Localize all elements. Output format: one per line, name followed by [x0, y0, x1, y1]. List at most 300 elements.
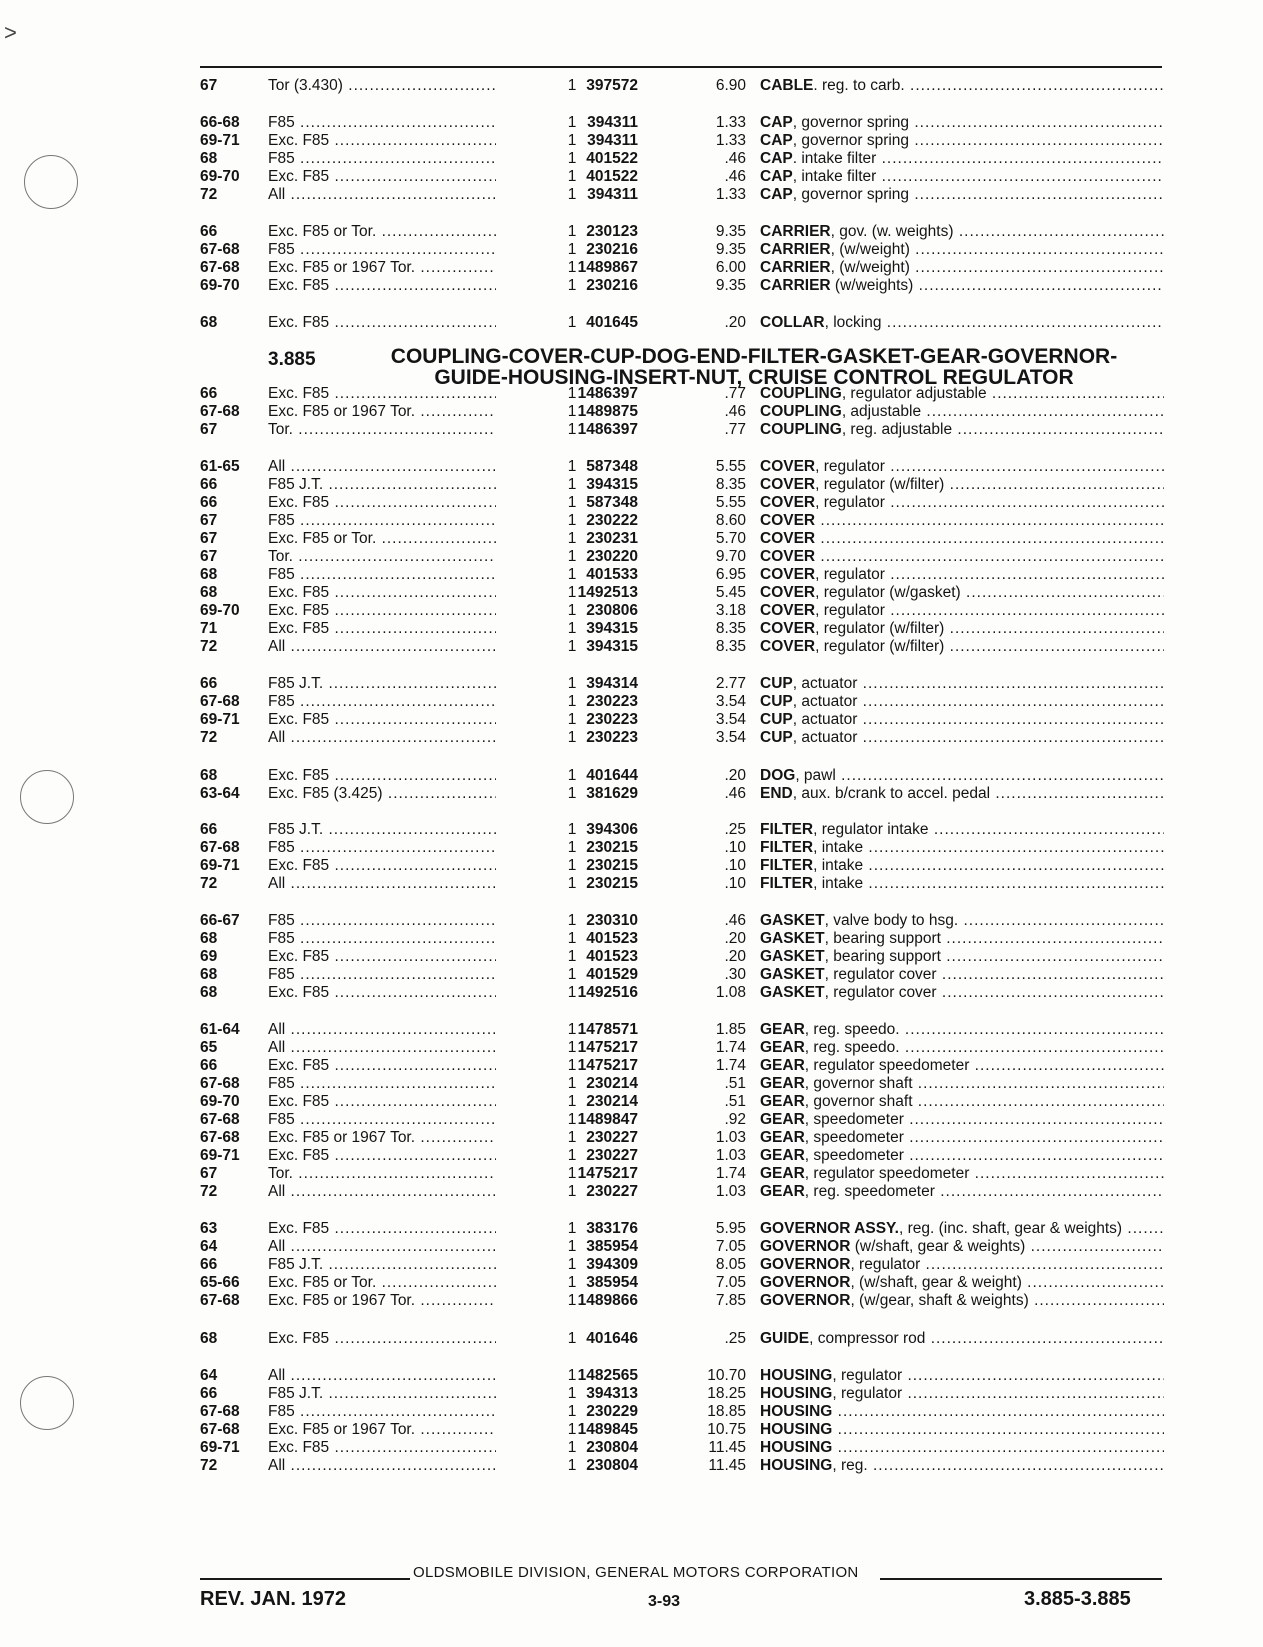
- part-name: CARRIER: [760, 277, 831, 294]
- model-text: F85: [268, 566, 295, 583]
- quantity: 1: [567, 875, 577, 892]
- description: [760, 529, 1164, 548]
- description: [760, 1255, 1164, 1274]
- table-row: [200, 583, 1162, 602]
- table-row: [200, 529, 1162, 548]
- table-row: [200, 313, 1162, 332]
- price: 5.70: [715, 530, 746, 547]
- part-name: COVER: [760, 584, 816, 601]
- section-number: 3.885: [268, 349, 316, 370]
- part-detail: , governor shaft: [804, 1093, 913, 1110]
- description: [760, 674, 1164, 693]
- part-number: 230222: [496, 511, 638, 530]
- table-row: [200, 911, 1162, 930]
- model: [268, 313, 496, 332]
- model: [268, 583, 496, 602]
- price: .46: [724, 168, 746, 185]
- model-text: F85: [268, 912, 295, 929]
- year-range: 71: [200, 620, 218, 637]
- part-number: 383176: [496, 1219, 638, 1238]
- model-text: Exc. F85: [268, 168, 330, 185]
- model-text: All: [268, 638, 286, 655]
- part-number: 1489875: [496, 402, 638, 421]
- model: [268, 240, 496, 259]
- model-text: Exc. F85 or 1967 Tor.: [268, 1421, 416, 1438]
- price: 18.25: [707, 1385, 746, 1402]
- model: [268, 1456, 496, 1475]
- table-row: [200, 784, 1162, 803]
- model: [268, 76, 496, 95]
- quantity: 1: [567, 1165, 577, 1182]
- model-text: Exc. F85: [268, 1220, 330, 1237]
- table-row: [200, 76, 1162, 95]
- table-row: [200, 766, 1162, 785]
- year-range: 67-68: [200, 403, 240, 420]
- part-name: GOVERNOR: [760, 1274, 851, 1291]
- model-text: F85: [268, 241, 295, 258]
- model: [268, 420, 496, 439]
- year-range: 67-68: [200, 839, 240, 856]
- price: 7.85: [715, 1292, 746, 1309]
- description: [760, 1056, 1164, 1075]
- quantity: 1: [567, 1129, 577, 1146]
- table-row: [200, 1384, 1162, 1403]
- model: [268, 511, 496, 530]
- description: [760, 710, 1164, 729]
- table-row: [200, 457, 1162, 476]
- part-detail: , aux. b/crank to accel. pedal: [792, 785, 991, 802]
- table-row: [200, 1273, 1162, 1292]
- part-number: 394311: [496, 113, 638, 132]
- price: .20: [724, 930, 746, 947]
- model: [268, 276, 496, 295]
- part-detail: , regulator: [850, 1256, 921, 1273]
- description: [760, 619, 1164, 638]
- year-range: 67-68: [200, 1111, 240, 1128]
- quantity: 1: [567, 711, 577, 728]
- quantity: 1: [567, 1075, 577, 1092]
- quantity: 1: [567, 548, 577, 565]
- part-number: 230215: [496, 874, 638, 893]
- model: [268, 1273, 496, 1292]
- part-name: FILTER: [760, 857, 814, 874]
- part-name: COUPLING: [760, 385, 842, 402]
- description: [760, 1092, 1164, 1111]
- table-row: [200, 258, 1162, 277]
- table-row: [200, 1219, 1162, 1238]
- description: [760, 276, 1164, 295]
- price: 9.35: [715, 241, 746, 258]
- price: 6.00: [715, 259, 746, 276]
- table-row: [200, 276, 1162, 295]
- model-text: F85 J.T.: [268, 476, 324, 493]
- description: [760, 1182, 1164, 1201]
- part-detail: , regulator: [815, 602, 885, 619]
- quantity: 1: [567, 77, 577, 94]
- part-detail: , regulator (w/gasket): [815, 584, 961, 601]
- model: [268, 1291, 496, 1310]
- price: 3.54: [715, 693, 746, 710]
- model: [268, 222, 496, 241]
- part-name: COVER: [760, 530, 816, 547]
- price: 1.08: [715, 984, 746, 1001]
- model: [268, 529, 496, 548]
- year-range: 63: [200, 1220, 218, 1237]
- model: [268, 167, 496, 186]
- quantity: 1: [567, 767, 577, 784]
- part-number: 230223: [496, 692, 638, 711]
- part-detail: , regulator (w/filter): [815, 476, 945, 493]
- quantity: 1: [567, 132, 577, 149]
- price: 8.35: [715, 476, 746, 493]
- model: [268, 1402, 496, 1421]
- part-detail: , reg. (inc. shaft, gear & weights): [898, 1220, 1123, 1237]
- model-text: F85: [268, 693, 295, 710]
- top-rule: [200, 66, 1162, 68]
- model: [268, 692, 496, 711]
- description: [760, 947, 1164, 966]
- year-range: 66-68: [200, 114, 240, 131]
- part-number: 1475217: [496, 1038, 638, 1057]
- table-row: [200, 1402, 1162, 1421]
- part-name: COVER: [760, 476, 816, 493]
- model: [268, 619, 496, 638]
- description: [760, 1420, 1164, 1439]
- quantity: 1: [567, 1367, 577, 1384]
- part-detail: , regulator: [832, 1367, 903, 1384]
- description: [760, 692, 1164, 711]
- part-name: FILTER: [760, 839, 814, 856]
- year-range: 67-68: [200, 1075, 240, 1092]
- price: 3.18: [715, 602, 746, 619]
- year-range: 68: [200, 150, 218, 167]
- part-name: GUIDE: [760, 1330, 810, 1347]
- part-number: 394311: [496, 185, 638, 204]
- part-number: 394315: [496, 637, 638, 656]
- year-range: 66: [200, 476, 218, 493]
- year-range: 66: [200, 821, 218, 838]
- part-name: DOG: [760, 767, 796, 784]
- quantity: 1: [567, 403, 577, 420]
- model: [268, 1182, 496, 1201]
- year-range: 67: [200, 530, 218, 547]
- description: [760, 1456, 1164, 1475]
- part-number: 394309: [496, 1255, 638, 1274]
- table-row: [200, 965, 1162, 984]
- year-range: 69-70: [200, 602, 240, 619]
- price: 9.70: [715, 548, 746, 565]
- model-text: Tor (3.430): [268, 77, 343, 94]
- model: [268, 547, 496, 566]
- model-text: All: [268, 729, 286, 746]
- model-text: Exc. F85 or 1967 Tor.: [268, 403, 416, 420]
- model: [268, 1219, 496, 1238]
- model-text: Exc. F85: [268, 1147, 330, 1164]
- part-name: GEAR: [760, 1183, 805, 1200]
- year-range: 66-67: [200, 912, 240, 929]
- part-number: 587348: [496, 493, 638, 512]
- part-detail: , speedometer: [804, 1147, 904, 1164]
- table-row: [200, 874, 1162, 893]
- model-text: F85: [268, 966, 295, 983]
- quantity: 1: [567, 1238, 577, 1255]
- part-number: 230215: [496, 838, 638, 857]
- model-text: F85: [268, 930, 295, 947]
- part-name: GEAR: [760, 1057, 805, 1074]
- description: [760, 637, 1164, 656]
- model-text: All: [268, 1021, 286, 1038]
- model-text: Exc. F85: [268, 1093, 330, 1110]
- price: .51: [724, 1075, 746, 1092]
- model-text: F85: [268, 512, 295, 529]
- year-range: 66: [200, 385, 218, 402]
- part-number: 230804: [496, 1438, 638, 1457]
- model-text: All: [268, 1039, 286, 1056]
- binder-hole-1: [24, 155, 78, 209]
- part-detail: , intake filter: [792, 168, 877, 185]
- part-name: GOVERNOR: [760, 1292, 851, 1309]
- price: .51: [724, 1093, 746, 1110]
- part-number: 401522: [496, 167, 638, 186]
- model: [268, 258, 496, 277]
- part-detail: , actuator: [792, 729, 858, 746]
- table-row: [200, 167, 1162, 186]
- part-detail: , reg. speedo.: [804, 1039, 900, 1056]
- table-row: [200, 565, 1162, 584]
- model: [268, 1074, 496, 1093]
- quantity: 1: [567, 857, 577, 874]
- model-text: F85 J.T.: [268, 675, 324, 692]
- footer-rule-left: [200, 1578, 410, 1580]
- year-range: 68: [200, 984, 218, 1001]
- model-text: All: [268, 1367, 286, 1384]
- quantity: 1: [567, 1439, 577, 1456]
- description: [760, 583, 1164, 602]
- table-row: [200, 1146, 1162, 1165]
- quantity: 1: [567, 1220, 577, 1237]
- model-text: F85: [268, 1075, 295, 1092]
- model: [268, 856, 496, 875]
- model-text: All: [268, 875, 286, 892]
- description: [760, 1110, 1164, 1129]
- price: .46: [724, 403, 746, 420]
- price: 1.33: [715, 132, 746, 149]
- description: [760, 131, 1164, 150]
- table-row: [200, 420, 1162, 439]
- part-number: 385954: [496, 1237, 638, 1256]
- year-range: 64: [200, 1238, 218, 1255]
- part-number: 1489866: [496, 1291, 638, 1310]
- binder-hole-3: [20, 1376, 74, 1430]
- model: [268, 983, 496, 1002]
- part-number: 230806: [496, 601, 638, 620]
- quantity: 1: [567, 675, 577, 692]
- model-text: Exc. F85 (3.425): [268, 785, 383, 802]
- year-range: 67-68: [200, 1292, 240, 1309]
- part-detail: , valve body to hsg.: [824, 912, 959, 929]
- part-detail: , speedometer: [804, 1111, 904, 1128]
- part-detail: , (w/gear, shaft & weights): [850, 1292, 1029, 1309]
- quantity: 1: [567, 1421, 577, 1438]
- year-range: 69-71: [200, 857, 240, 874]
- part-number: 230214: [496, 1092, 638, 1111]
- model-text: All: [268, 1457, 286, 1474]
- part-name: CARRIER: [760, 259, 831, 276]
- model-text: Exc. F85: [268, 767, 330, 784]
- part-detail: , regulator speedometer: [804, 1057, 970, 1074]
- table-row: [200, 710, 1162, 729]
- model: [268, 874, 496, 893]
- quantity: 1: [567, 458, 577, 475]
- description: [760, 874, 1164, 893]
- part-name: HOUSING: [760, 1421, 833, 1438]
- part-detail: , (w/weight): [830, 259, 910, 276]
- year-range: 68: [200, 767, 218, 784]
- part-number: 230227: [496, 1128, 638, 1147]
- model: [268, 1438, 496, 1457]
- model-text: F85: [268, 1111, 295, 1128]
- table-row: [200, 1255, 1162, 1274]
- year-range: 72: [200, 638, 218, 655]
- quantity: 1: [567, 1256, 577, 1273]
- price: 11.45: [708, 1439, 746, 1456]
- part-number: 401645: [496, 313, 638, 332]
- year-range: 61-65: [200, 458, 240, 475]
- part-number: 230216: [496, 240, 638, 259]
- part-name: CAP: [760, 168, 793, 185]
- description: [760, 1164, 1164, 1183]
- model-text: Exc. F85: [268, 1057, 330, 1074]
- part-detail: , pawl: [795, 767, 836, 784]
- part-detail: , (w/shaft, gear & weight): [850, 1274, 1022, 1291]
- description: [760, 547, 1164, 566]
- model-text: Exc. F85: [268, 711, 330, 728]
- table-row: [200, 692, 1162, 711]
- part-name: END: [760, 785, 793, 802]
- part-number: 230310: [496, 911, 638, 930]
- model-text: F85: [268, 1403, 295, 1420]
- model: [268, 1128, 496, 1147]
- description: [760, 222, 1164, 241]
- year-range: 68: [200, 566, 218, 583]
- part-name: COVER: [760, 548, 816, 565]
- part-name: HOUSING: [760, 1385, 833, 1402]
- quantity: 1: [567, 638, 577, 655]
- part-number: 401523: [496, 947, 638, 966]
- year-range: 67: [200, 421, 218, 438]
- part-detail: , actuator: [792, 693, 858, 710]
- price: 1.74: [715, 1057, 746, 1074]
- year-range: 67-68: [200, 241, 240, 258]
- part-number: 1489847: [496, 1110, 638, 1129]
- part-number: 1492513: [496, 583, 638, 602]
- model: [268, 1038, 496, 1057]
- price: .46: [724, 150, 746, 167]
- part-name: COVER: [760, 512, 816, 529]
- description: [760, 820, 1164, 839]
- year-range: 68: [200, 930, 218, 947]
- table-row: [200, 1056, 1162, 1075]
- table-row: [200, 185, 1162, 204]
- description: [760, 1273, 1164, 1292]
- part-name: GOVERNOR: [760, 1256, 851, 1273]
- model-text: Exc. F85 or 1967 Tor.: [268, 259, 416, 276]
- price: .77: [724, 385, 746, 402]
- description: [760, 728, 1164, 747]
- model-text: All: [268, 186, 286, 203]
- part-name: HOUSING: [760, 1457, 833, 1474]
- description: [760, 1146, 1164, 1165]
- part-detail: , regulator (w/filter): [815, 620, 945, 637]
- year-range: 72: [200, 875, 218, 892]
- table-row: [200, 402, 1162, 421]
- part-number: 230123: [496, 222, 638, 241]
- model: [268, 674, 496, 693]
- model: [268, 1420, 496, 1439]
- price: 1.74: [715, 1039, 746, 1056]
- table-row: [200, 1110, 1162, 1129]
- part-name: CARRIER: [760, 241, 831, 258]
- description: [760, 313, 1164, 332]
- part-number: 230231: [496, 529, 638, 548]
- part-name: COVER: [760, 620, 816, 637]
- description: [760, 1402, 1164, 1421]
- price: 11.45: [708, 1457, 746, 1474]
- price: .25: [724, 1330, 746, 1347]
- price: 18.85: [707, 1403, 746, 1420]
- quantity: 1: [567, 1111, 577, 1128]
- description: [760, 240, 1164, 259]
- part-name: GEAR: [760, 1129, 805, 1146]
- quantity: 1: [567, 566, 577, 583]
- table-row: [200, 511, 1162, 530]
- year-range: 68: [200, 1330, 218, 1347]
- footer-rule-right: [880, 1578, 1162, 1580]
- table-row: [200, 1329, 1162, 1348]
- description: [760, 784, 1164, 803]
- part-detail: , regulator cover: [824, 984, 937, 1001]
- part-name: CUP: [760, 729, 793, 746]
- part-number: 394311: [496, 131, 638, 150]
- model: [268, 565, 496, 584]
- year-range: 67-68: [200, 259, 240, 276]
- year-range: 68: [200, 584, 218, 601]
- part-name: CAP: [760, 132, 793, 149]
- part-number: 401529: [496, 965, 638, 984]
- table-row: [200, 1456, 1162, 1475]
- description: [760, 565, 1164, 584]
- footer-page-number: 3-93: [648, 1593, 681, 1610]
- price: 8.60: [715, 512, 746, 529]
- model: [268, 929, 496, 948]
- quantity: 1: [567, 729, 577, 746]
- quantity: 1: [567, 512, 577, 529]
- model-text: Exc. F85: [268, 584, 330, 601]
- part-name: CUP: [760, 693, 793, 710]
- table-row: [200, 820, 1162, 839]
- model-text: Exc. F85: [268, 984, 330, 1001]
- part-number: 394313: [496, 1384, 638, 1403]
- part-name: GEAR: [760, 1021, 805, 1038]
- year-range: 72: [200, 729, 218, 746]
- model: [268, 601, 496, 620]
- price: .46: [724, 912, 746, 929]
- description: [760, 420, 1164, 439]
- model: [268, 1255, 496, 1274]
- model: [268, 820, 496, 839]
- part-name: COVER: [760, 458, 816, 475]
- model-text: Exc. F85: [268, 385, 330, 402]
